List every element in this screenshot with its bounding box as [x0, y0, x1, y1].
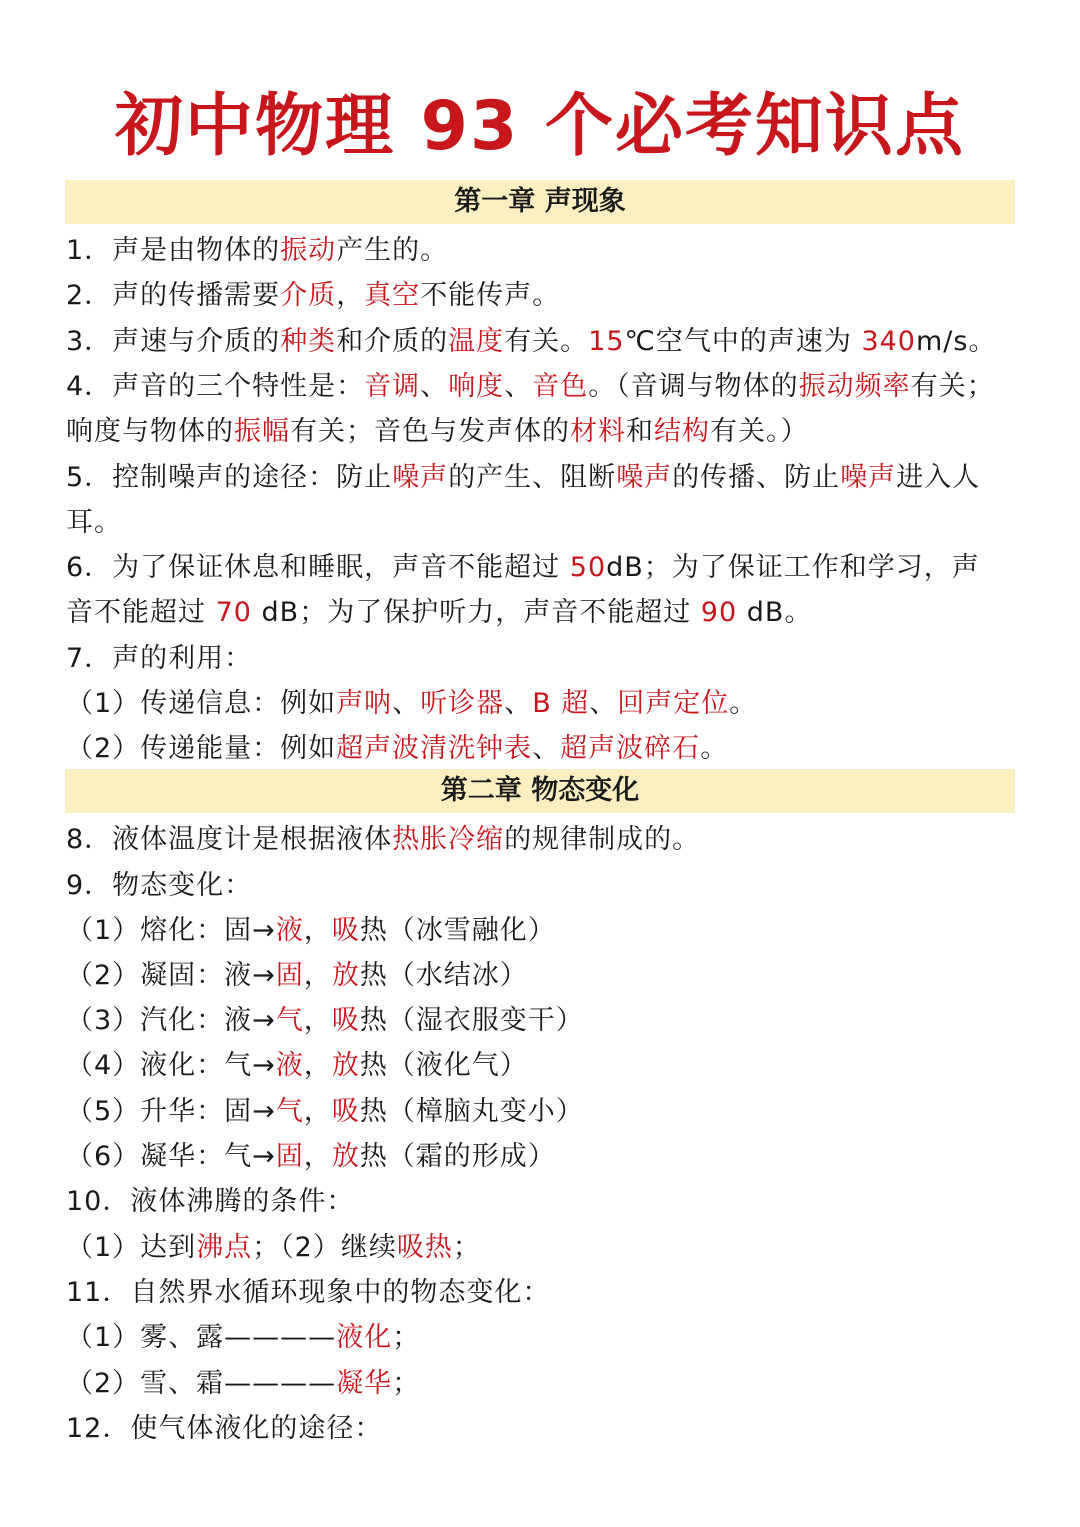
text-segment: ，: [303, 1005, 332, 1036]
text-line: [66, 505, 1026, 541]
text-line: [66, 460, 1026, 496]
text-segment: （4）液化：气→: [66, 1050, 276, 1081]
text-segment: 热（霜的形成）: [359, 1141, 556, 1172]
text-line: [66, 1184, 1026, 1220]
text-line: [66, 731, 1026, 767]
key-term: 响度: [448, 371, 505, 402]
text-segment: 有关；音色与发声体的: [290, 416, 570, 447]
text-segment: 、: [589, 688, 618, 719]
text-segment: dB；为了保证工作和学习，声: [606, 552, 980, 583]
text-line: [66, 414, 1026, 450]
text-segment: 和: [626, 416, 654, 447]
text-segment: 11．自然界水循环现象中的物态变化：: [66, 1277, 551, 1308]
text-segment: （5）升华：固→: [66, 1096, 276, 1127]
text-segment: 不能传声。: [420, 280, 561, 311]
text-segment: dB；为了保护听力，声音不能超过: [251, 597, 701, 628]
key-term: 噪声: [392, 462, 449, 493]
key-term: 材料: [570, 416, 626, 447]
key-term: 回声定位: [617, 688, 730, 719]
text-segment: 热（湿衣服变干）: [359, 1005, 584, 1036]
text-segment: 和介质的: [336, 326, 449, 357]
key-term: 固: [275, 960, 304, 991]
key-term: 放: [331, 1141, 360, 1172]
text-line: [66, 641, 1026, 677]
text-segment: 的规律制成的。: [504, 824, 701, 855]
text-segment: ℃空气中的声速为: [624, 326, 862, 357]
text-segment: （3）汽化：液→: [66, 1005, 276, 1036]
key-term: 凝华: [336, 1368, 393, 1399]
text-segment: 音不能超过: [66, 597, 216, 628]
text-segment: 。（音调与物体的: [588, 371, 799, 402]
text-segment: 热（樟脑丸变小）: [359, 1096, 584, 1127]
text-segment: （6）凝华：气→: [66, 1141, 276, 1172]
key-term: 70: [215, 597, 252, 628]
text-segment: 热（水结冰）: [359, 960, 528, 991]
key-term: 超声波清洗钟表: [336, 733, 533, 764]
text-segment: 有关。）: [710, 416, 809, 447]
text-segment: 的传播、防止: [672, 462, 841, 493]
key-term: 吸: [331, 1096, 360, 1127]
key-term: 放: [331, 960, 360, 991]
text-line: [66, 550, 1026, 586]
key-term: 振幅: [234, 416, 290, 447]
text-line: [66, 324, 1026, 360]
text-line: [66, 1048, 1026, 1084]
text-segment: （2）雪、霜————: [66, 1368, 337, 1399]
key-term: 气: [275, 1096, 304, 1127]
text-line: [66, 1411, 1026, 1447]
text-segment: 6．为了保证休息和睡眠，声音不能超过: [66, 552, 570, 583]
document-title: 初中物理 93 个必考知识点: [115, 87, 965, 166]
text-line: [66, 1139, 1026, 1175]
text-line: [66, 233, 1026, 269]
key-term: 振动: [280, 235, 337, 266]
text-segment: ，: [303, 915, 332, 946]
text-segment: 。: [700, 733, 729, 764]
text-line: [66, 1320, 1026, 1356]
text-segment: ；: [452, 1232, 481, 1263]
text-segment: 耳。: [66, 507, 122, 538]
text-segment: 响度与物体的: [66, 416, 234, 447]
key-term: 液: [275, 915, 304, 946]
text-segment: 。: [729, 688, 758, 719]
key-term: 噪声: [616, 462, 673, 493]
key-term: 吸: [331, 915, 360, 946]
text-segment: 有关；: [910, 371, 995, 402]
key-term: 340: [861, 326, 916, 357]
text-segment: 4．声音的三个特性是：: [66, 371, 365, 402]
key-term: 音色: [532, 371, 589, 402]
text-segment: 热（冰雪融化）: [359, 915, 556, 946]
key-term: 听诊器: [420, 688, 505, 719]
text-segment: ，: [303, 1050, 332, 1081]
text-segment: 、: [504, 688, 533, 719]
chapter-heading-1: 第一章 声现象: [65, 180, 1015, 224]
key-term: 吸热: [396, 1232, 453, 1263]
key-term: 热胀冷缩: [392, 824, 505, 855]
text-line: [66, 369, 1026, 405]
text-segment: ，: [336, 280, 365, 311]
chapter-heading-2: 第二章 物态变化: [65, 769, 1015, 813]
text-segment: （1）雾、露————: [66, 1322, 337, 1353]
key-term: 介质: [280, 280, 337, 311]
text-line: [66, 1275, 1026, 1311]
text-segment: 3．声速与介质的: [66, 326, 281, 357]
text-line: [66, 686, 1026, 722]
key-term: 超声波碎石: [560, 733, 701, 764]
key-term: B 超: [532, 688, 590, 719]
key-term: 声呐: [336, 688, 393, 719]
text-segment: 有关。: [504, 326, 589, 357]
text-segment: （1）传递信息：例如: [66, 688, 337, 719]
text-segment: 热（液化气）: [359, 1050, 528, 1081]
text-segment: 的产生、阻断: [448, 462, 617, 493]
text-line: [66, 1230, 1026, 1266]
key-term: 温度: [448, 326, 505, 357]
text-segment: ；: [392, 1368, 421, 1399]
key-term: 结构: [654, 416, 710, 447]
key-term: 固: [275, 1141, 304, 1172]
key-term: 90: [700, 597, 738, 628]
text-segment: 5．控制噪声的途径：防止: [66, 462, 393, 493]
key-term: 噪声: [840, 462, 897, 493]
text-line: [66, 1366, 1026, 1402]
text-segment: 8．液体温度计是根据液体: [66, 824, 393, 855]
key-term: 放: [331, 1050, 360, 1081]
key-term: 液化: [336, 1322, 393, 1353]
text-segment: 7．声的利用：: [66, 643, 253, 674]
text-segment: 、: [504, 371, 533, 402]
key-term: 15: [588, 326, 625, 357]
text-segment: 、: [532, 733, 561, 764]
text-segment: 9．物态变化：: [66, 870, 253, 901]
text-segment: 2．声的传播需要: [66, 280, 281, 311]
key-term: 吸: [331, 1005, 360, 1036]
text-segment: ，: [303, 1096, 332, 1127]
text-segment: （1）熔化：固→: [66, 915, 276, 946]
text-line: [66, 822, 1026, 858]
text-line: [66, 1094, 1026, 1130]
text-segment: dB。: [737, 597, 813, 628]
text-segment: 1．声是由物体的: [66, 235, 281, 266]
key-term: 液: [275, 1050, 304, 1081]
text-segment: 产生的。: [336, 235, 449, 266]
text-line: [66, 1003, 1026, 1039]
text-segment: ；: [392, 1322, 421, 1353]
key-term: 50: [569, 552, 607, 583]
text-line: [66, 868, 1026, 904]
text-segment: （2）传递能量：例如: [66, 733, 337, 764]
key-term: 气: [275, 1005, 304, 1036]
key-term: 振动频率: [798, 371, 911, 402]
text-segment: 、: [392, 688, 421, 719]
text-segment: （2）凝固：液→: [66, 960, 276, 991]
text-segment: ，: [303, 1141, 332, 1172]
text-line: [66, 913, 1026, 949]
text-segment: （1）达到: [66, 1232, 197, 1263]
key-term: 沸点: [196, 1232, 253, 1263]
text-line: [66, 958, 1026, 994]
key-term: 音调: [364, 371, 421, 402]
key-term: 种类: [280, 326, 337, 357]
text-segment: ；（2）继续: [252, 1232, 397, 1263]
text-segment: ，: [303, 960, 332, 991]
text-line: [66, 278, 1026, 314]
text-segment: 12．使气体液化的途径：: [66, 1413, 383, 1444]
text-segment: 进入人: [896, 462, 981, 493]
text-segment: m/s。: [916, 326, 997, 357]
text-line: [66, 595, 1026, 631]
key-term: 真空: [364, 280, 421, 311]
text-segment: 10．液体沸腾的条件：: [66, 1186, 355, 1217]
text-segment: 、: [420, 371, 449, 402]
